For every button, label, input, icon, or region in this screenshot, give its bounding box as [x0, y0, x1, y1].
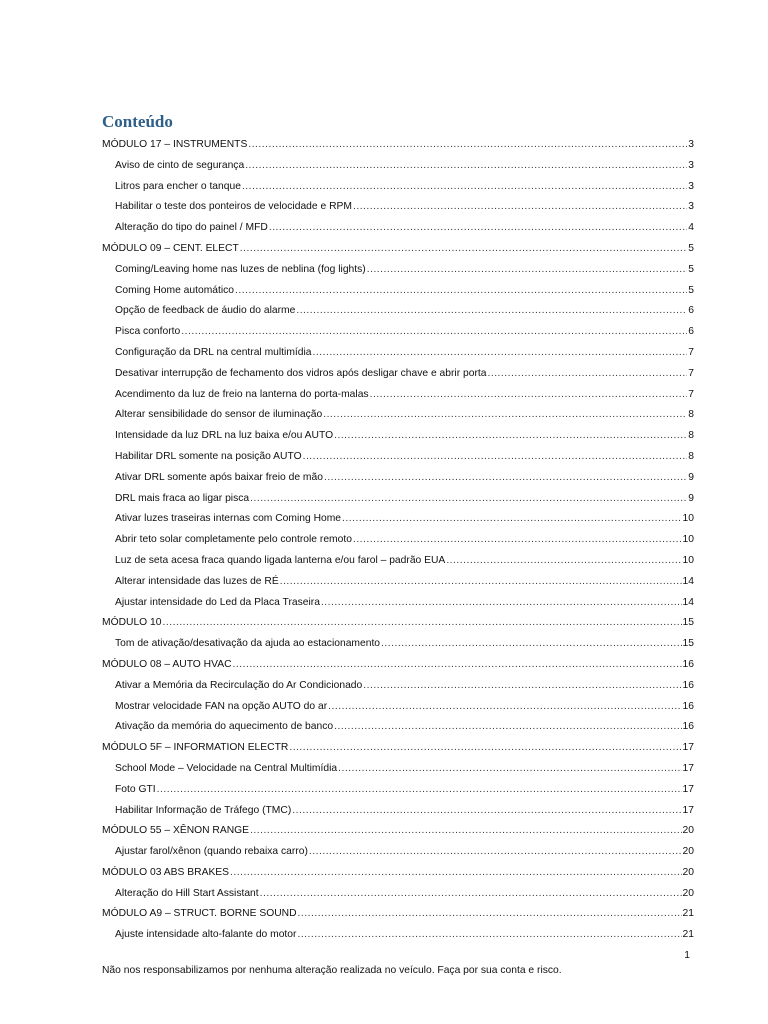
toc-entry-page-number: 16: [682, 721, 694, 733]
toc-entry-page-number: 7: [688, 346, 694, 358]
toc-entry-page-number: 20: [682, 846, 694, 858]
toc-entry-page-number: 15: [682, 617, 694, 629]
toc-dot-leader: [233, 655, 682, 676]
toc-dot-leader: [338, 759, 681, 780]
toc-entry-page-number: 8: [688, 450, 694, 462]
toc-dot-leader: [235, 281, 687, 302]
toc-section-entry[interactable]: [102, 613, 694, 634]
toc-entry-page-number: 16: [682, 658, 694, 670]
toc-subsection-entry[interactable]: [102, 780, 694, 801]
toc-entry-page-number: 3: [688, 139, 694, 150]
toc-entry-title: Alterar intensidade das luzes de RÉ: [115, 575, 279, 587]
toc-entry-page-number: 17: [682, 783, 694, 795]
toc-subsection-entry[interactable]: [102, 551, 694, 572]
toc-entry-page-number: 3: [688, 180, 694, 192]
toc-subsection-entry[interactable]: [102, 343, 694, 364]
toc-entry-page-number: 8: [688, 409, 694, 421]
toc-subsection-entry[interactable]: [102, 301, 694, 322]
toc-entry-page-number: 5: [688, 242, 694, 254]
toc-subsection-entry[interactable]: [102, 593, 694, 614]
toc-subsection-entry[interactable]: [102, 197, 694, 218]
toc-subsection-entry[interactable]: [102, 697, 694, 718]
toc-dot-leader: [313, 343, 688, 364]
toc-dot-leader: [321, 593, 682, 614]
toc-dot-leader: [323, 405, 687, 426]
toc-subsection-entry[interactable]: [102, 509, 694, 530]
toc-entry-title: Alteração do Hill Start Assistant: [115, 887, 259, 899]
toc-dot-leader: [309, 842, 682, 863]
toc-dot-leader: [328, 697, 681, 718]
toc-entry-title: Coming/Leaving home nas luzes de neblina (fog lights): [115, 263, 366, 275]
toc-entry-title: Mostrar velocidade FAN na opção AUTO do ar: [115, 700, 328, 712]
toc-dot-leader: [342, 509, 681, 530]
toc-subsection-entry[interactable]: [102, 717, 694, 738]
toc-dot-leader: [303, 447, 688, 468]
toc-dot-leader: [296, 301, 687, 322]
toc-dot-leader: [240, 239, 688, 260]
toc-dot-leader: [334, 426, 687, 447]
toc-entry-page-number: 8: [688, 430, 694, 442]
toc-subsection-entry[interactable]: [102, 925, 694, 946]
toc-entry-page-number: 9: [688, 471, 694, 483]
toc-entry-title: MÓDULO 10: [102, 617, 162, 629]
toc-entry-title: Luz de seta acesa fraca quando ligada lanterna e/ou farol – padrão EUA: [115, 554, 446, 566]
toc-entry-page-number: 9: [688, 492, 694, 504]
toc-entry-page-number: 16: [682, 700, 694, 712]
toc-entry-page-number: 15: [682, 638, 694, 650]
toc-dot-leader: [250, 821, 681, 842]
toc-entry-title: Alteração do tipo do painel / MFD: [115, 222, 268, 234]
toc-entry-title: Ativar luzes traseiras internas com Coming Home: [115, 513, 342, 525]
toc-dot-leader: [367, 260, 688, 281]
toc-subsection-entry[interactable]: [102, 385, 694, 406]
toc-entry-page-number: 10: [682, 513, 694, 525]
toc-dot-leader: [157, 780, 682, 801]
toc-subsection-entry[interactable]: [102, 759, 694, 780]
toc-entry-page-number: 20: [682, 887, 694, 899]
toc-entry-title: Ativar a Memória da Recirculação do Ar Condicionado: [115, 679, 363, 691]
toc-entry-page-number: 7: [688, 367, 694, 379]
toc-entry-title: Foto GTI: [115, 783, 156, 795]
toc-entry-title: MÓDULO 17 – INSTRUMENTS: [102, 139, 248, 150]
toc-entry-page-number: 7: [688, 388, 694, 400]
toc-section-entry[interactable]: [102, 655, 694, 676]
toc-subsection-entry[interactable]: [102, 405, 694, 426]
toc-entry-title: Litros para encher o tanque: [115, 180, 241, 192]
toc-subsection-entry[interactable]: [102, 572, 694, 593]
toc-dot-leader: [242, 177, 687, 198]
toc-entry-page-number: 14: [682, 575, 694, 587]
toc-dot-leader: [298, 904, 682, 925]
toc-entry-title: Alterar sensibilidade do sensor de iluminação: [115, 409, 323, 421]
toc-section-entry[interactable]: [102, 821, 694, 842]
toc-entry-title: Aviso de cinto de segurança: [115, 159, 245, 171]
toc-dot-leader: [324, 468, 687, 489]
toc-subsection-entry[interactable]: [102, 676, 694, 697]
toc-entry-page-number: 17: [682, 804, 694, 816]
toc-entry-title: Habilitar Informação de Tráfego (TMC): [115, 804, 292, 816]
toc-entry-title: Intensidade da luz DRL na luz baixa e/ou AUTO: [115, 430, 334, 442]
toc-entry-title: DRL mais fraca ao ligar pisca: [115, 492, 250, 504]
toc-subsection-entry[interactable]: [102, 447, 694, 468]
toc-dot-leader: [292, 801, 681, 822]
toc-entry-page-number: 6: [688, 326, 694, 338]
toc-entry-title: Ajustar farol/xênon (quando rebaixa carro): [115, 846, 308, 858]
toc-entry-page-number: 5: [688, 284, 694, 296]
toc-entry-title: Habilitar DRL somente na posição AUTO: [115, 450, 302, 462]
toc-dot-leader: [250, 489, 687, 510]
toc-entry-title: School Mode – Velocidade na Central Multimídia: [115, 762, 338, 774]
toc-dot-leader: [334, 717, 681, 738]
toc-dot-leader: [487, 364, 687, 385]
disclaimer-text: Não nos responsabilizamos por nenhuma alteração realizada no veículo. Faça por sua conta e risco.: [102, 965, 562, 976]
toc-entry-title: Ativação da memória do aquecimento de banco: [115, 721, 334, 733]
toc-subsection-entry[interactable]: [102, 364, 694, 385]
toc-subsection-entry[interactable]: [102, 322, 694, 343]
toc-subsection-entry[interactable]: [102, 884, 694, 905]
toc-dot-leader: [446, 551, 681, 572]
toc-dot-leader: [163, 613, 682, 634]
toc-entry-page-number: 21: [682, 908, 694, 920]
toc-entry-title: MÓDULO 5F – INFORMATION ELECTR: [102, 742, 289, 754]
toc-entry-page-number: 5: [688, 263, 694, 275]
toc-subsection-entry[interactable]: [102, 634, 694, 655]
toc-entry-page-number: 14: [682, 596, 694, 608]
table-of-contents: [102, 135, 694, 946]
toc-dot-leader: [280, 572, 682, 593]
toc-subsection-entry[interactable]: [102, 842, 694, 863]
toc-entry-page-number: 3: [688, 201, 694, 213]
toc-entry-page-number: 10: [682, 534, 694, 546]
toc-subsection-entry[interactable]: [102, 281, 694, 302]
toc-heading: Conteúdo: [102, 112, 173, 131]
toc-entry-title: Configuração da DRL na central multimídia: [115, 346, 312, 358]
toc-entry-title: Pisca conforto: [115, 326, 181, 338]
toc-entry-title: Ativar DRL somente após baixar freio de mão: [115, 471, 323, 483]
toc-entry-title: MÓDULO 08 – AUTO HVAC: [102, 658, 232, 670]
toc-entry-title: MÓDULO 03 ABS BRAKES: [102, 866, 230, 878]
toc-subsection-entry[interactable]: [102, 426, 694, 447]
toc-dot-leader: [269, 218, 687, 239]
toc-entry-page-number: 21: [682, 929, 694, 941]
toc-subsection-entry[interactable]: [102, 156, 694, 177]
toc-entry-page-number: 4: [688, 222, 694, 234]
toc-entry-title: Desativar interrupção de fechamento dos vidros após desligar chave e abrir porta: [115, 367, 487, 379]
toc-dot-leader: [363, 676, 681, 697]
toc-entry-title: MÓDULO A9 – STRUCT. BORNE SOUND: [102, 908, 297, 920]
toc-dot-leader: [230, 863, 681, 884]
toc-dot-leader: [370, 385, 688, 406]
toc-dot-leader: [248, 135, 687, 156]
toc-section-entry[interactable]: [102, 863, 694, 884]
toc-dot-leader: [353, 530, 682, 551]
toc-entry-page-number: 10: [682, 554, 694, 566]
toc-entry-title: Ajuste intensidade alto-falante do motor: [115, 929, 297, 941]
toc-section-entry[interactable]: [102, 904, 694, 925]
toc-subsection-entry[interactable]: [102, 218, 694, 239]
toc-dot-leader: [381, 634, 681, 655]
toc-dot-leader: [245, 156, 687, 177]
toc-entry-title: Ajustar intensidade do Led da Placa Traseira: [115, 596, 320, 608]
toc-entry-title: Opção de feedback de áudio do alarme: [115, 305, 296, 317]
page-number: 1: [684, 950, 690, 961]
toc-dot-leader: [297, 925, 681, 946]
toc-subsection-entry[interactable]: [102, 489, 694, 510]
toc-entry-title: Coming Home automático: [115, 284, 235, 296]
toc-entry-title: MÓDULO 55 – XÊNON RANGE: [102, 825, 250, 837]
toc-dot-leader: [260, 884, 682, 905]
toc-dot-leader: [289, 738, 681, 759]
toc-dot-leader: [181, 322, 687, 343]
toc-subsection-entry[interactable]: [102, 530, 694, 551]
toc-entry-page-number: 20: [682, 825, 694, 837]
toc-subsection-entry[interactable]: [102, 177, 694, 198]
toc-section-entry[interactable]: [102, 239, 694, 260]
toc-entry-title: Abrir teto solar completamente pelo controle remoto: [115, 534, 352, 546]
toc-entry-title: Habilitar o teste dos ponteiros de velocidade e RPM: [115, 201, 352, 213]
toc-entry-page-number: 6: [688, 305, 694, 317]
toc-entry-page-number: 16: [682, 679, 694, 691]
toc-subsection-entry[interactable]: [102, 468, 694, 489]
toc-entry-page-number: 20: [682, 866, 694, 878]
toc-entry-title: Acendimento da luz de freio na lanterna do porta-malas: [115, 388, 369, 400]
toc-section-entry[interactable]: [102, 738, 694, 759]
toc-subsection-entry[interactable]: [102, 260, 694, 281]
toc-subsection-entry[interactable]: [102, 801, 694, 822]
toc-entry-title: MÓDULO 09 – CENT. ELECT: [102, 242, 239, 254]
toc-section-entry[interactable]: [102, 135, 694, 156]
toc-entry-page-number: 3: [688, 159, 694, 171]
toc-dot-leader: [353, 197, 687, 218]
toc-entry-title: Tom de ativação/desativação da ajuda ao estacionamento: [115, 638, 381, 650]
toc-entry-page-number: 17: [682, 742, 694, 754]
toc-entry-page-number: 17: [682, 762, 694, 774]
